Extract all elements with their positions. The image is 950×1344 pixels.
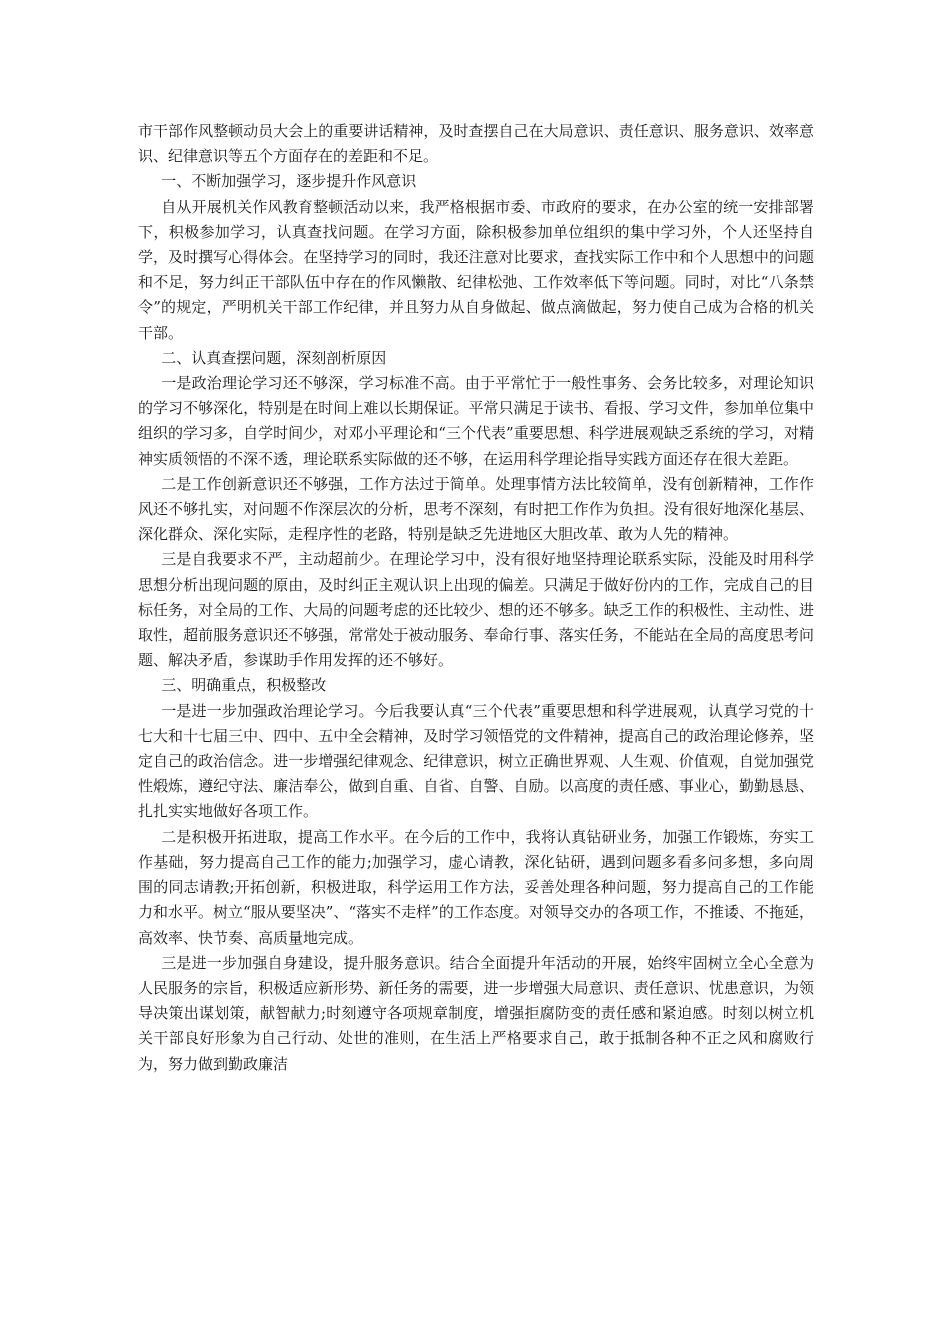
paragraph-intro-continuation: 市干部作风整顿动员大会上的重要讲话精神，及时查摆自己在大局意识、责任意识、服务意识、效率意识、纪律意识等五个方面存在的差距和不足。	[138, 122, 814, 166]
paragraph-problem-1: 一是政治理论学习还不够深，学习标准不高。由于平常忙于一般性事务、会务比较多，对理论知识的学习不够深化，特别是在时间上难以长期保证。平常只满足于读书、看报、学习文件，参加单位集中组织的学习多，自学时间少，对邓小平理论和“三个代表”重要思想、科学进展观缺乏系统的学习，对精神实质领悟的不深不透，理论联系实际做的还不够，在运用科学理论指导实践方面还存在很大差距。	[138, 374, 814, 468]
paragraph-rectify-2: 二是积极开拓进取，提高工作水平。在今后的工作中，我将认真钻研业务，加强工作锻炼，夯实工作基础，努力提高自己工作的能力;加强学习，虚心请教，深化钻研，遇到问题多看多问多想，多向周围的同志请教;开拓创新，积极进取，科学运用工作方法，妥善处理各种问题，努力提高自己的工作能力和水平。树立“服从要坚决”、“落实不走样”的工作态度。对领导交办的各项工作，不推诿、不拖延，高效率、快节奏、高质量地完成。	[138, 827, 814, 947]
paragraph-study: 自从开展机关作风教育整顿活动以来，我严格根据市委、市政府的要求，在办公室的统一安排部署下，积极参加学习，认真查找问题。在学习方面，除积极参加单位组织的集中学习外，个人还坚持自学，及时撰写心得体会。在坚持学习的同时，我还注意对比要求，查找实际工作中和个人思想中的问题和不足，努力纠正干部队伍中存在的作风懒散、纪律松弛、工作效率低下等问题。同时，对比“八条禁令”的规定，严明机关干部工作纪律，并且努力从自身做起、做点滴做起，努力使自己成为合格的机关干部。	[138, 197, 814, 342]
paragraph-problem-3: 三是自我要求不严，主动超前少。在理论学习中，没有很好地坚持理论联系实际，没能及时用科学思想分析出现问题的原由，及时纠正主观认识上出现的偏差。只满足于做好份内的工作，完成自己的目标任务，对全局的工作、大局的问题考虑的还比较少、想的还不够多。缺乏工作的积极性、主动性、进取性，超前服务意识还不够强，常常处于被动服务、奉命行事、落实任务，不能站在全局的高度思考问题、解决矛盾，参谋助手作用发挥的还不够好。	[138, 550, 814, 670]
paragraph-rectify-1: 一是进一步加强政治理论学习。今后我要认真“三个代表”重要思想和科学进展观，认真学习党的十七大和十七届三中、四中、五中全会精神，及时学习领悟党的文件精神，提高自己的政治理论修养，坚定自己的政治信念。进一步增强纪律观念、纪律意识，树立正确世界观、人生观、价值观，自觉加强党性煅炼，遵纪守法、廉洁奉公，做到自重、自省、自警、自励。以高度的责任感、事业心，勤勤恳恳、扎扎实实地做好各项工作。	[138, 701, 814, 821]
heading-section-1: 一、不断加强学习，逐步提升作风意识	[161, 172, 417, 191]
paragraph-rectify-3: 三是进一步加强自身建设，提升服务意识。结合全面提升年活动的开展，始终牢固树立全心全意为人民服务的宗旨，积极适应新形势、新任务的需要，进一步增强大局意识、责任意识、忧患意识，为领导决策出谋划策，献智献力;时刻遵守各项规章制度，增强拒腐防变的责任感和紧迫感。时刻以树立机关干部良好形象为自己行动、处世的准则，在生活上严格要求自己，敢于抵制各种不正之风和腐败行为，努力做到勤政廉洁	[138, 953, 814, 1073]
heading-section-3: 三、明确重点，积极整改	[161, 676, 327, 695]
heading-section-2: 二、认真查摆问题，深刻剖析原因	[161, 348, 387, 367]
paragraph-problem-2: 二是工作创新意识还不够强，工作方法过于简单。处理事情方法比较简单，没有创新精神，工作作风还不够扎实，对问题不作深层次的分析，思考不深刻，有时把工作作为负担。没有很好地深化基层、深化群众、深化实际，走程序性的老路，特别是缺乏先进地区大胆改革、敢为人先的精神。	[138, 474, 814, 544]
document-body	[138, 119, 814, 1077]
